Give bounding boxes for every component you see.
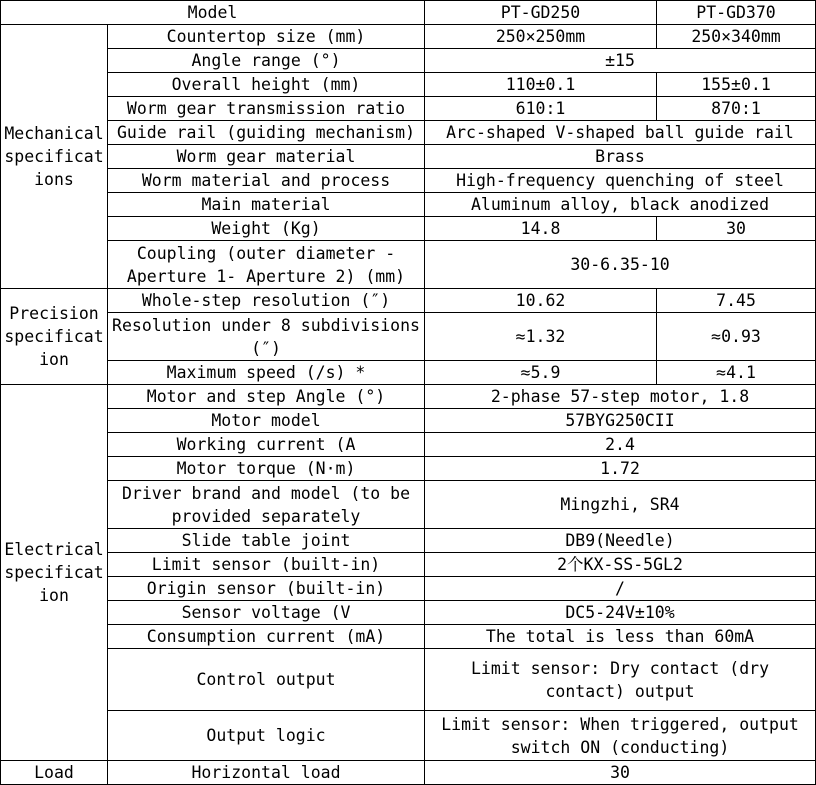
spec-label: Resolution under 8 subdivisions (″)	[108, 313, 425, 361]
spec-row	[1, 649, 816, 711]
category-load: Load	[1, 761, 108, 785]
spec-row	[1, 457, 816, 481]
spec-value: /	[425, 577, 816, 601]
spec-label: Maximum speed (/s) *	[108, 361, 425, 385]
spec-row	[1, 169, 816, 193]
spec-row	[1, 361, 816, 385]
spec-value-b: ≈0.93	[657, 313, 816, 361]
spec-value-b: 870:1	[657, 97, 816, 121]
spec-value: 30-6.35-10	[425, 241, 816, 289]
spec-value-b: ≈4.1	[657, 361, 816, 385]
spec-value: 2-phase 57-step motor, 1.8	[425, 385, 816, 409]
spec-value: Arc-shaped V-shaped ball guide rail	[425, 121, 816, 145]
spec-label: Worm gear material	[108, 145, 425, 169]
spec-row	[1, 711, 816, 761]
spec-label: Motor torque (N·m)	[108, 457, 425, 481]
spec-row	[1, 761, 816, 785]
spec-row	[1, 241, 816, 289]
spec-row	[1, 289, 816, 313]
spec-row	[1, 313, 816, 361]
spec-value-a: ≈1.32	[425, 313, 657, 361]
category-electrical: Electrical specification	[1, 385, 108, 761]
spec-value: 2个KX-SS-5GL2	[425, 553, 816, 577]
spec-value: DC5-24V±10%	[425, 601, 816, 625]
spec-label: Consumption current (mA)	[108, 625, 425, 649]
model-header-label: Model	[1, 1, 425, 25]
spec-value: ±15	[425, 49, 816, 73]
spec-value-a: ≈5.9	[425, 361, 657, 385]
spec-value: Mingzhi, SR4	[425, 481, 816, 529]
spec-label: Angle range (°)	[108, 49, 425, 73]
spec-value-a: 610:1	[425, 97, 657, 121]
spec-value: 1.72	[425, 457, 816, 481]
spec-row	[1, 25, 816, 49]
spec-row	[1, 553, 816, 577]
spec-value: 30	[425, 761, 816, 785]
spec-value: High-frequency quenching of steel	[425, 169, 816, 193]
spec-label: Output logic	[108, 711, 425, 761]
spec-row	[1, 49, 816, 73]
spec-row	[1, 193, 816, 217]
spec-label: Worm material and process	[108, 169, 425, 193]
spec-label: Whole-step resolution (″)	[108, 289, 425, 313]
spec-label: Limit sensor (built-in)	[108, 553, 425, 577]
spec-value: DB9(Needle)	[425, 529, 816, 553]
spec-value: The total is less than 60mA	[425, 625, 816, 649]
model-b-header: PT-GD370	[657, 1, 816, 25]
model-a-header: PT-GD250	[425, 1, 657, 25]
category-mechanical: Mechanical specifications	[1, 25, 108, 289]
spec-row	[1, 121, 816, 145]
spec-label: Origin sensor (built-in)	[108, 577, 425, 601]
spec-value-b: 30	[657, 217, 816, 241]
spec-row	[1, 625, 816, 649]
spec-label: Coupling (outer diameter - Aperture 1- Aperture 2) (mm)	[108, 241, 425, 289]
spec-row	[1, 217, 816, 241]
category-precision: Precision specification	[1, 289, 108, 385]
spec-row	[1, 385, 816, 409]
spec-value-a: 110±0.1	[425, 73, 657, 97]
spec-row	[1, 481, 816, 529]
spec-label: Driver brand and model (to be provided separately	[108, 481, 425, 529]
header-row	[1, 1, 816, 25]
spec-label: Horizontal load	[108, 761, 425, 785]
spec-value-a: 250×250mm	[425, 25, 657, 49]
spec-label: Overall height (mm)	[108, 73, 425, 97]
spec-label: Sensor voltage (V	[108, 601, 425, 625]
spec-label: Main material	[108, 193, 425, 217]
spec-label: Worm gear transmission ratio	[108, 97, 425, 121]
spec-label: Working current (A	[108, 433, 425, 457]
spec-label: Countertop size (mm)	[108, 25, 425, 49]
spec-value: Limit sensor: When triggered, output switch ON (conducting)	[425, 711, 816, 761]
spec-label: Guide rail (guiding mechanism)	[108, 121, 425, 145]
spec-row	[1, 529, 816, 553]
spec-value: Brass	[425, 145, 816, 169]
spec-label: Weight (Kg)	[108, 217, 425, 241]
spec-row	[1, 145, 816, 169]
spec-value: Aluminum alloy, black anodized	[425, 193, 816, 217]
spec-label: Motor and step Angle (°)	[108, 385, 425, 409]
spec-value-b: 155±0.1	[657, 73, 816, 97]
spec-label: Motor model	[108, 409, 425, 433]
spec-row	[1, 73, 816, 97]
spec-label: Control output	[108, 649, 425, 711]
spec-row	[1, 97, 816, 121]
spec-value-a: 10.62	[425, 289, 657, 313]
spec-value-a: 14.8	[425, 217, 657, 241]
spec-value: 2.4	[425, 433, 816, 457]
spec-value-b: 7.45	[657, 289, 816, 313]
spec-value-b: 250×340mm	[657, 25, 816, 49]
spec-value: Limit sensor: Dry contact (dry contact) output	[425, 649, 816, 711]
spec-row	[1, 433, 816, 457]
spec-row	[1, 409, 816, 433]
spec-label: Slide table joint	[108, 529, 425, 553]
spec-row	[1, 577, 816, 601]
spec-row	[1, 601, 816, 625]
spec-value: 57BYG250CII	[425, 409, 816, 433]
